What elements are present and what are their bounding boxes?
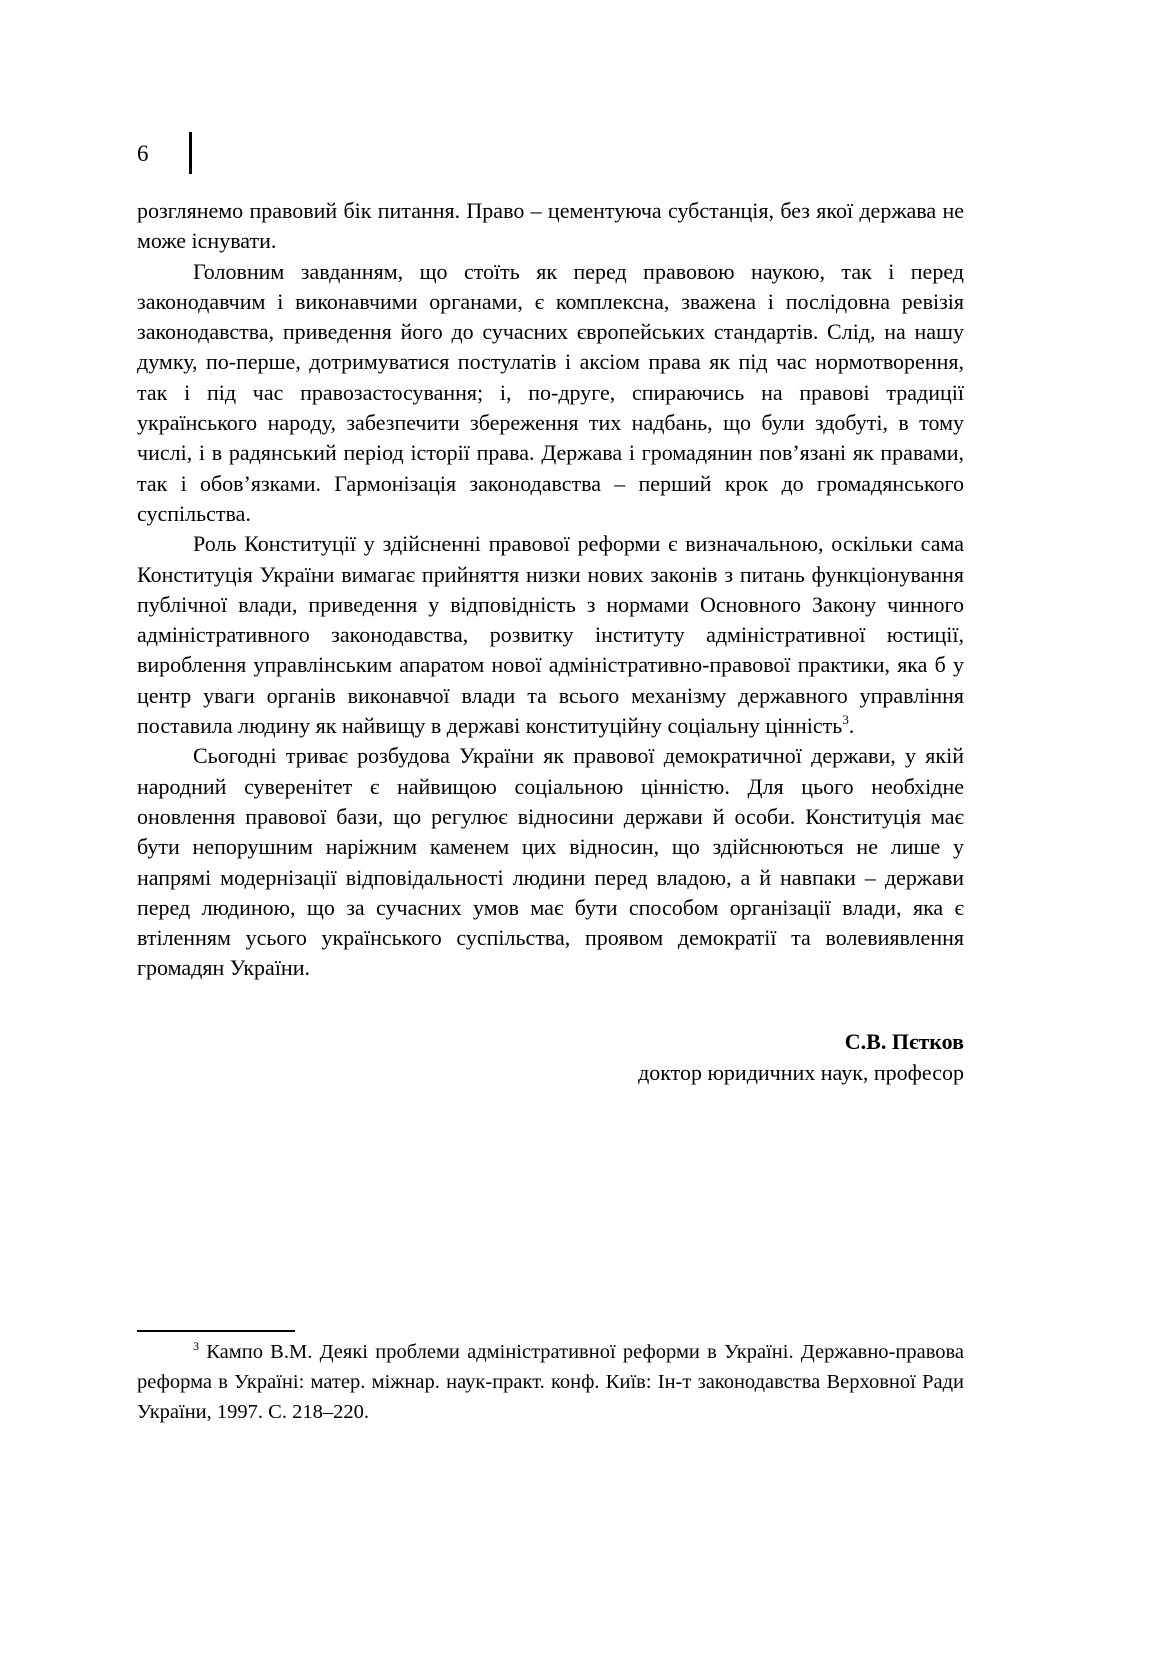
footnote-separator-rule: [137, 1330, 295, 1332]
page-header: [137, 131, 192, 175]
footnote-marker: 3: [193, 1339, 199, 1353]
body-paragraph-2: Головним завданням, що стоїть як перед правовою наукою, так і перед законодавчим і виконавчими органами, є комплексна, зважена і послідовна ревізія законодавства, приведення його до сучасних європейських стандартів. Слід, на нашу думку, по-перше, дотримуватися постулатів і аксіом права як під час нормотворення, так і під час правозастосування; і, по-друге, спираючись на правові традиції українського народу, забезпечити збереження тих надбань, що були здобуті, в тому числі, і в радянський період історії права. Держава і громадянин пов’язані як правами, так і обов’язками. Гармонізація законодавства – перший крок до громадянського суспільства.: [137, 258, 964, 526]
footnote-entry: [137, 1338, 964, 1427]
body-paragraph-3-text: Роль Конституції у здійсненні правової реформи є визначальною, оскільки сама Конституція України вимагає прийняття низки нових законів з питань функціонування публічної влади, приведення у відповідність з нормами Основного Закону чинного адміністративного законодавства, розвитку інституту адміністративної юстиції, вироблення управлінським апаратом нової адміністративно-правової практики, яка б у центр уваги органів виконавчої влади та всього механізму державного управління поставила людину як найвищу в державі конституційну соціальну цінність: [137, 531, 964, 739]
signature-block: [137, 1026, 964, 1088]
body-text-block: [137, 196, 964, 1088]
page-number: 6: [137, 140, 149, 166]
body-paragraph-1: розглянемо правовий бік питання. Право – цементуюча субстанція, без якої держава не може існувати.: [137, 198, 964, 254]
header-divider-rule: [189, 132, 192, 174]
author-name: С.В. Пєтков: [844, 1028, 964, 1054]
body-paragraph-4: Сьогодні триває розбудова України як правової демократичної держави, у якій народний суверенітет є найвищою соціальною цінністю. Для цього необхідне оновлення правової бази, що регулює відносини держави й особи. Конституція має бути непорушним наріжним каменем цих відносин, що здійснюються не лише у напрямі модернізації відповідальності людини перед владою, а й навпаки – держави перед людиною, що за сучасних умов має бути способом організації влади, яка є втіленням усього українського суспільства, проявом демократії та волевиявлення громадян України.: [137, 743, 964, 981]
footnote-reference-3: 3: [842, 712, 849, 728]
body-paragraph-3-period: .: [848, 713, 855, 739]
footnote-body-text: Кампо В.М. Деякі проблеми адміністративної реформи в Україні. Державно-правова реформа в Україні: матер. міжнар. наук-практ. конф. Київ: Ін-т законодавства Верховної Ради України, 1997. С. 218–220.: [137, 1341, 964, 1423]
body-paragraph-3: [137, 529, 964, 741]
author-title: доктор юридичних наук, професор: [638, 1059, 964, 1085]
footnote-section: [137, 1330, 964, 1427]
